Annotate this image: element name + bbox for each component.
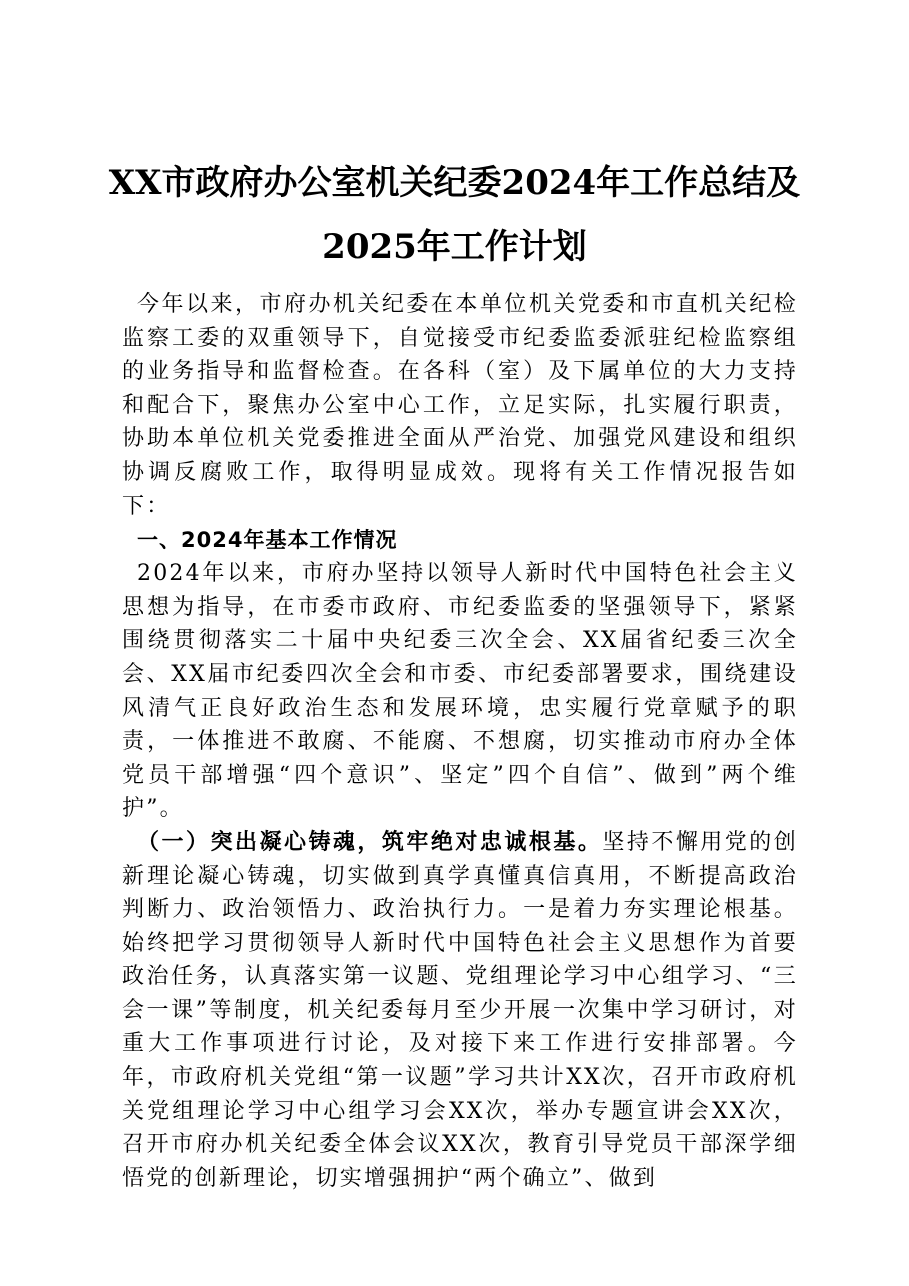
document-title-line-1: XX市政府办公室机关纪委2024年工作总结及 xyxy=(108,163,801,203)
subsection-1-paragraph xyxy=(122,826,798,1196)
section-heading-1: 一、2024年基本工作情况 xyxy=(137,528,398,553)
section-1-paragraph: 2024年以来，市府办坚持以领导人新时代中国特色社会主义思想为指导，在市委市政府、市纪委监委的坚强领导下，紧紧围绕贯彻落实二十届中央纪委三次全会、XX届省纪委三次全会、XX届市纪委四次全会和市委、市纪委部署要求，围绕建设风清气正良好政治生态和发展环境，忠实履行党章赋予的职责，一体推进不敢腐、不能腐、不想腐，切实推动市府办全体党员干部增强“四个意识”、坚定”四个自信”、做到”两个维护”。 xyxy=(122,561,798,822)
intro-paragraph: 今年以来，市府办机关纪委在本单位机关党委和市直机关纪检监察工委的双重领导下，自觉接受市纪委监委派驻纪检监察组的业务指导和监督检查。在各科（室）及下属单位的大力支持和配合下，聚焦办公室中心工作，立足实际，扎实履行职责，协助本单位机关党委推进全面从严治党、加强党风建设和组织协调反腐败工作，取得明显成效。现将有关工作情况报告如下： xyxy=(122,292,798,519)
document-title-line-2: 2025年工作计划 xyxy=(322,227,587,267)
subsection-1-text: 坚持不懈用党的创新理论凝心铸魂，切实做到真学真懂真信真用，不断提高政治判断力、政治领悟力、政治执行力。一是着力夯实理论根基。始终把学习贯彻领导人新时代中国特色社会主义思想作为首要政治任务，认真落实第一议题、党组理论学习中心组学习、“三会一课”等制度，机关纪委每月至少开展一次集中学习研讨，对重大工作事项进行讨论，及对接下来工作进行安排部署。今年，市政府机关党组“第一议题”学习共计XX次，召开市政府机关党组理论学习中心组学习会XX次，举办专题宣讲会XX次，召开市府办机关纪委全体会议XX次，教育引导党员干部深学细悟党的创新理论，切实增强拥护“两个确立”、做到 xyxy=(122,829,798,1191)
document-body xyxy=(122,288,798,1195)
subsection-1-lead: （一）突出凝心铸魂，筑牢绝对忠诚根基。 xyxy=(137,828,603,855)
